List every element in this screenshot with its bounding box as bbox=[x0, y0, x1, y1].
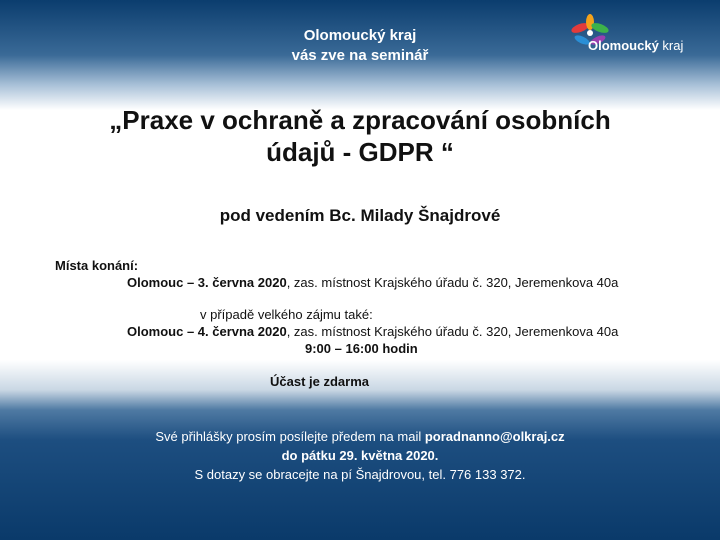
venues-label: Místa konání: bbox=[55, 258, 139, 273]
logo-brand: Olomoucký bbox=[588, 38, 659, 53]
venue-second bbox=[127, 324, 618, 339]
seminar-title bbox=[0, 104, 720, 168]
footer-instruction: Své přihlášky prosím posílejte předem na mail bbox=[155, 429, 425, 444]
header-line-1: Olomoucký kraj bbox=[303, 27, 417, 44]
footer-contact: S dotazy se obracejte na pí Šnajdrovou, tel. 776 133 372. bbox=[194, 467, 526, 482]
logo-suffix: kraj bbox=[662, 38, 684, 53]
title-line-1: „Praxe v ochraně a zpracování osobních bbox=[109, 105, 611, 135]
seminar-time: 9:00 – 16:00 hodin bbox=[305, 341, 418, 356]
contact-email-link[interactable]: poradnanno@olkraj.cz bbox=[424, 429, 565, 444]
lecturer: pod vedením Bc. Milady Šnajdrové bbox=[219, 206, 501, 225]
free-admission: Účast je zdarma bbox=[270, 374, 369, 389]
footer-line-1 bbox=[0, 427, 720, 446]
footer bbox=[0, 427, 720, 484]
venue-second-place: , zas. místnost Krajského úřadu č. 320, Jeremenkova 40a bbox=[286, 324, 619, 339]
venue-note: v případě velkého zájmu také: bbox=[200, 307, 373, 322]
venue-first bbox=[127, 275, 618, 290]
venue-first-date: Olomouc – 3. června 2020 bbox=[127, 275, 287, 290]
venue-first-place: , zas. místnost Krajského úřadu č. 320, Jeremenkova 40a bbox=[286, 275, 619, 290]
title-line-2: údajů - GDPR “ bbox=[266, 137, 454, 167]
header-line-2: vás zve na seminář bbox=[291, 47, 429, 64]
footer-deadline: do pátku 29. května 2020. bbox=[281, 448, 439, 463]
venue-second-date: Olomouc – 4. června 2020 bbox=[127, 324, 287, 339]
